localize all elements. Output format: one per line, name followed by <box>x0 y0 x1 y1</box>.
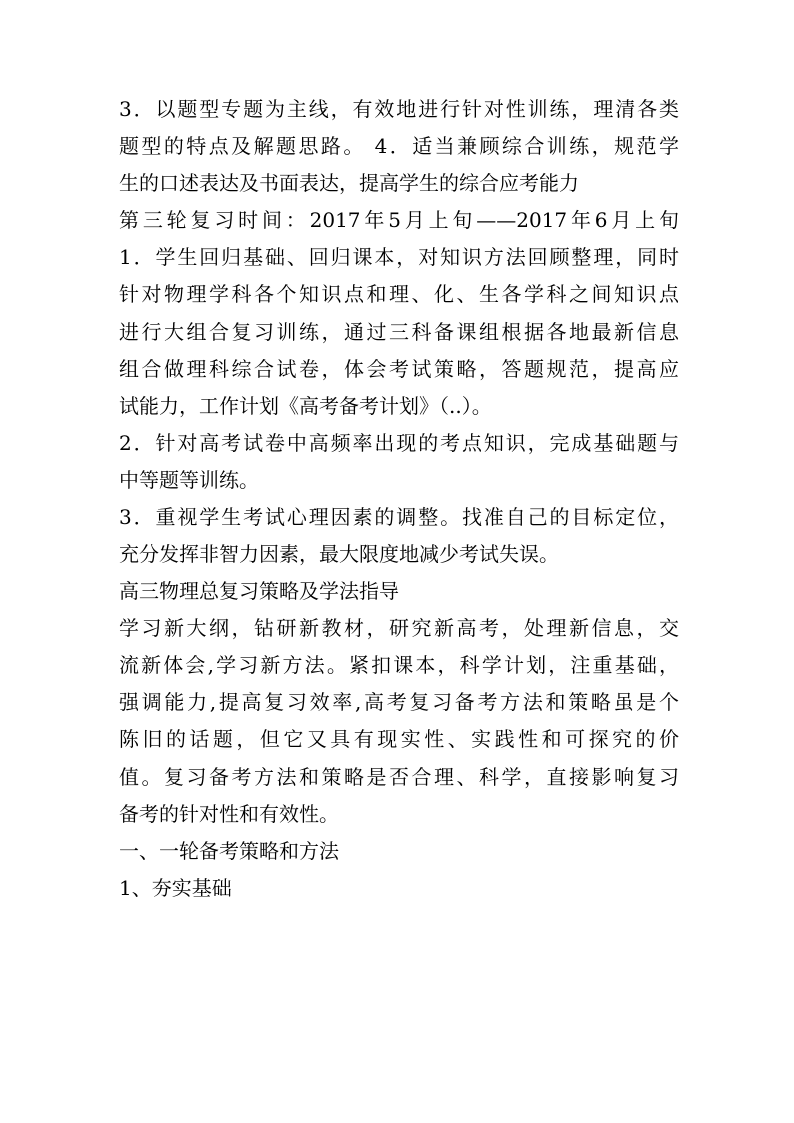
section-heading: 高三物理总复习策略及学法指导 <box>119 579 399 603</box>
list-item-heading: 1、夯实基础 <box>119 876 232 900</box>
text-line-4: 第三轮复习时间：2017年5月上旬——2017年6月上旬 <box>119 208 679 232</box>
subsection-heading: 一、一轮备考策略和方法 <box>119 839 339 863</box>
text-line-3: 生的口述表达及书面表达，提高学生的综合应考能力 <box>119 171 579 195</box>
text-line-7: 进行大组合复习训练，通过三科备课组根据各地最新信息 <box>119 320 679 344</box>
text-line-11: 中等题等训练。 <box>119 468 259 492</box>
text-line-9: 试能力，工作计划《高考备考计划》（..）。 <box>119 394 492 418</box>
text-line-18: 陈旧的话题，但它又具有现实性、实践性和可探究的价 <box>119 727 679 751</box>
text-line-15: 学习新大纲，钻研新教材，研究新高考，处理新信息，交 <box>119 616 679 640</box>
text-line-16: 流新体会,学习新方法。紧扣课本，科学计划，注重基础， <box>119 653 679 677</box>
text-line-6: 针对物理学科各个知识点和理、化、生各学科之间知识点 <box>119 282 679 306</box>
text-line-5: 1．学生回归基础、回归课本，对知识方法回顾整理，同时 <box>119 245 679 269</box>
text-line-2: 题型的特点及解题思路。 4．适当兼顾综合训练，规范学 <box>119 134 679 158</box>
text-line-10: 2．针对高考试卷中高频率出现的考点知识，完成基础题与 <box>119 431 679 455</box>
text-line-20: 备考的针对性和有效性。 <box>119 802 339 826</box>
text-line-13: 充分发挥非智力因素，最大限度地减少考试失误。 <box>119 542 559 566</box>
text-line-19: 值。复习备考方法和策略是否合理、科学，直接影响复习 <box>119 765 679 789</box>
text-line-17: 强调能力,提高复习效率,高考复习备考方法和策略虽是个 <box>119 690 679 714</box>
text-line-8: 组合做理科综合试卷，体会考试策略，答题规范，提高应 <box>119 357 679 381</box>
text-line-12: 3．重视学生考试心理因素的调整。找准自己的目标定位， <box>119 505 679 529</box>
text-line-1: 3．以题型专题为主线，有效地进行针对性训练，理清各类 <box>119 97 679 121</box>
